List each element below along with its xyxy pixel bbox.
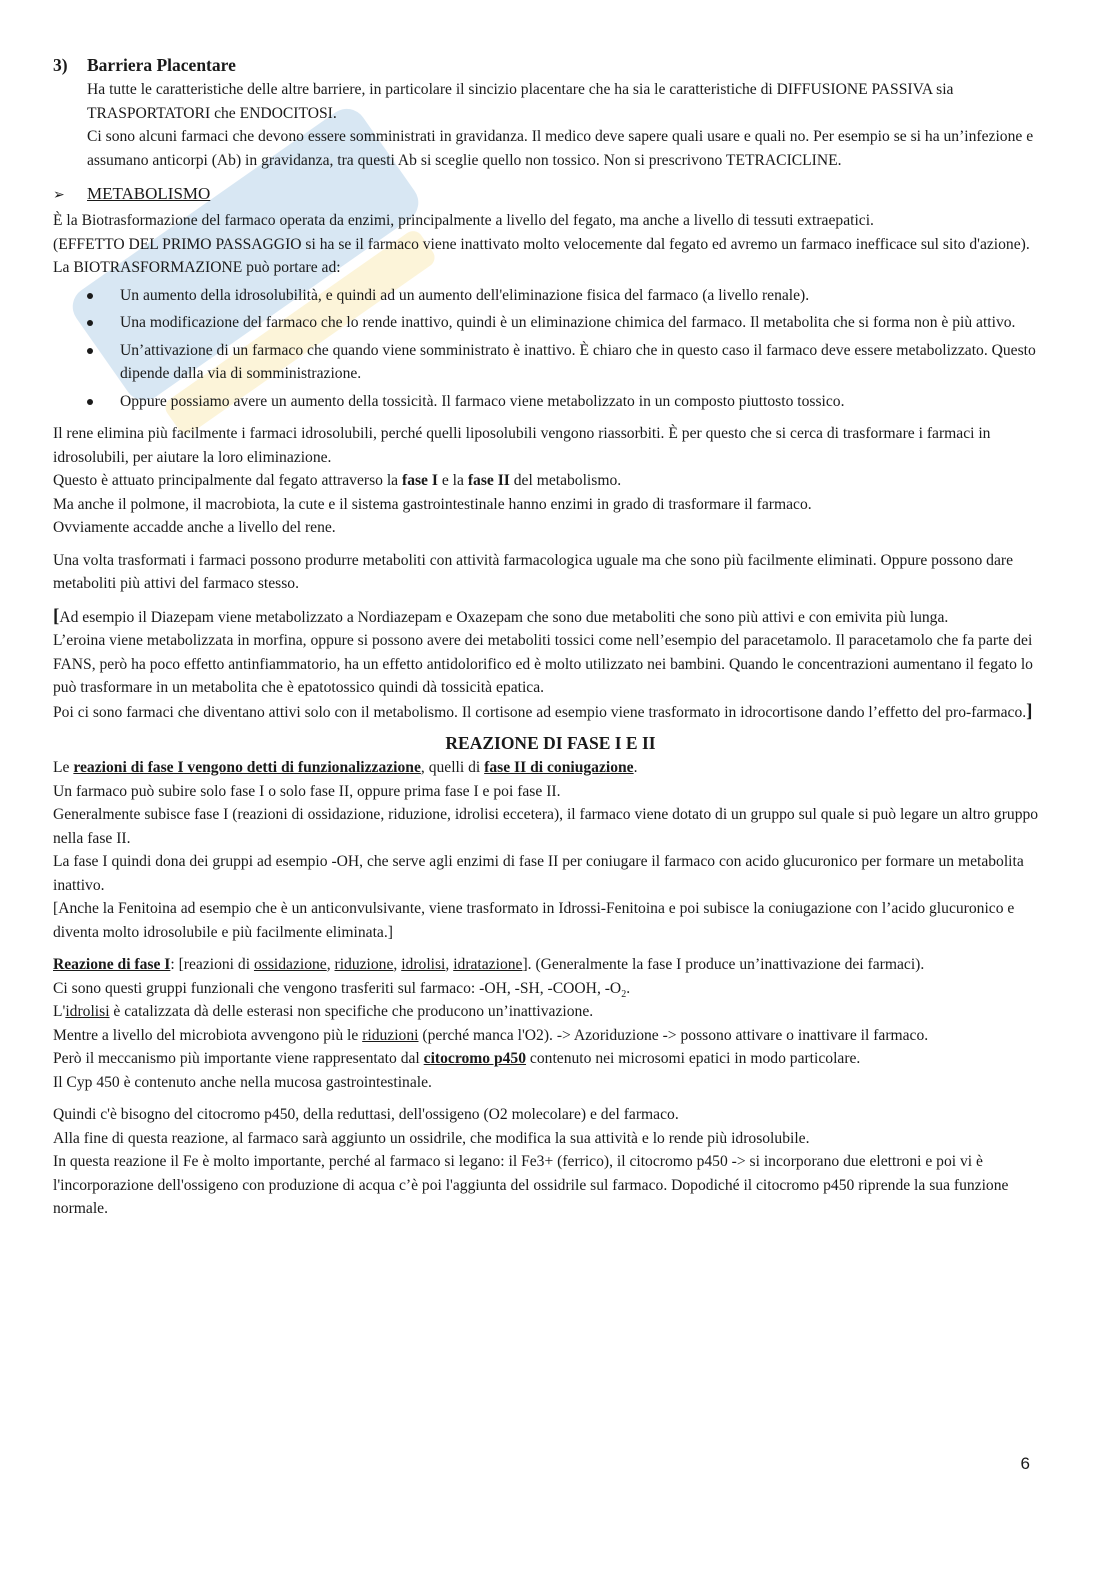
paragraph: Ci sono alcuni farmaci che devono essere somministrati in gravidanza. Il medico deve sapere quali usare e quali no. Per esempio se si ha un’infezione e assumano anticorpi (Ab) in gravidanza, tra questi Ab si sceglie quello non tossico. Non si prescrivono TETRACICLINE. [87, 128, 1034, 169]
section-title: Barriera Placentare [87, 55, 236, 75]
paragraph: Una volta trasformati i farmaci possono produrre metaboliti con attività farmacologica uguale ma che sono più facilmente eliminati. Oppure possono dare metaboliti più attivi del farmaco stesso. [53, 551, 1014, 592]
metabolismo-title: METABOLISMO [87, 184, 211, 203]
bullet-list [53, 284, 1048, 414]
paragraph: Un farmaco può subire solo fase I o solo fase II, oppure prima fase I e poi fase II. [53, 782, 561, 800]
arrow-bullet-icon: ➢ [53, 188, 65, 203]
paragraph: L'idrolisi è catalizzata dà delle esterasi non specifiche che producono un’inattivazione. [53, 1003, 594, 1020]
bullet-dot-icon [87, 293, 93, 299]
paragraph: In questa reazione il Fe è molto importante, perché al farmaco si legano: il Fe3+ (ferrico), il citocromo p450 -> si incorporano due elettroni e poi vi è l'incorporazione dell'ossigeno con produzione di acqua c’è poi l'aggiunta del ossidrile sul farmaco. Dopodiché il citocromo p450 riprende la sua funzione normale. [53, 1153, 1009, 1217]
list-item: Una modificazione del farmaco che lo rende inattivo, quindi è un eliminazione chimica del farmaco. Il metabolita che si forma non è più attivo. [53, 311, 1048, 335]
paragraph: Ma anche il polmone, il macrobiota, la cute e il sistema gastrointestinale hanno enzimi in grado di trasformare il farmaco. [53, 495, 812, 513]
paragraph: Però il meccanismo più importante viene rappresentato dal citocromo p450 contenuto nei microsomi epatici in modo particolare. [53, 1050, 861, 1067]
paragraph: Questo è attuato principalmente dal fegato attraverso la fase I e la fase II del metabolismo. [53, 472, 622, 489]
reazione-heading: REAZIONE DI FASE I E II [445, 733, 656, 753]
paragraph: Quindi c'è bisogno del citocromo p450, della reduttasi, dell'ossigeno (O2 molecolare) e del farmaco. [53, 1106, 679, 1123]
list-item: Un’attivazione di un farmaco che quando viene somministrato è inattivo. È chiaro che in questo caso il farmaco deve essere metabolizzato. Questo dipende dalla via di somministrazione. [53, 339, 1048, 386]
fase1-label: Reazione di fase I [53, 956, 171, 973]
page-number: 6 [1020, 1454, 1030, 1473]
paragraph: (EFFETTO DEL PRIMO PASSAGGIO si ha se il farmaco viene inattivato molto velocemente dal fegato ed avremo un farmaco inefficace sul sito d'azione). [53, 235, 1030, 253]
paragraph: Generalmente subisce fase I (reazioni di ossidazione, riduzione, idrolisi eccetera), il farmaco viene dotato di un gruppo sul quale si può legare un altro gruppo nella fase II. [53, 806, 1039, 847]
list-item: Un aumento della idrosolubilità, e quindi ad un aumento dell'eliminazione fisica del farmaco (a livello renale). [53, 284, 1048, 308]
paragraph: [Ad esempio il Diazepam viene metabolizzato a Nordiazepam e Oxazepam che sono due metaboliti che sono più attivi e con emivita più lunga. [53, 605, 949, 627]
list-item: Oppure possiamo avere un aumento della tossicità. Il farmaco viene metabolizzato in un composto piuttosto tossico. [53, 390, 1048, 414]
paragraph: Reazione di fase I: [reazioni di ossidazione, riduzione, idrolisi, idratazione]. (Generalmente la fase I produce un’inattivazione dei farmaci). [53, 956, 925, 973]
metabolismo-heading [53, 181, 1048, 209]
section-number: 3) [53, 55, 68, 75]
bullet-dot-icon [87, 399, 93, 405]
paragraph: È la Biotrasformazione del farmaco operata da enzimi, principalmente a livello del fegato, ma anche a livello di tessuti extraepatici. [53, 212, 874, 229]
paragraph: Ci sono questi gruppi funzionali che vengono trasferiti sul farmaco: -OH, -SH, -COOH, $-O_2$. [53, 979, 631, 1000]
paragraph: L’eroina viene metabolizzata in morfina, oppure si possono avere dei metaboliti tossici come nell’esempio del paracetamolo. Il paracetamolo che fa parte dei FANS, però ha poco effetto antinfiammatorio, ha un effetto antidolorifico ed è molto utilizzato nei bambini. Quando le concentrazioni aumentano il fegato lo può trasformare in un metabolita che è epatotossico quindi dà tossicità epatica. [53, 632, 1033, 696]
paragraph: La fase I quindi dona dei gruppi ad esempio -OH, che serve agli enzimi di fase II per coniugare il farmaco con acido glucuronico per formare un metabolita inattivo. [53, 853, 1024, 894]
paragraph: Ha tutte le caratteristiche delle altre barriere, in particolare il sincizio placentare che ha sia le caratteristiche di DIFFUSIONE PASSIVA sia TRASPORTATORI che ENDOCITOSI. [87, 81, 954, 122]
bullet-dot-icon [87, 320, 93, 326]
paragraph: La BIOTRASFORMAZIONE può portare ad: [53, 259, 341, 276]
paragraph: Alla fine di questa reazione, al farmaco sarà aggiunto un ossidrile, che modifica la sua attività e lo rende più idrosolubile. [53, 1129, 810, 1147]
paragraph: Le reazioni di fase I vengono detti di funzionalizzazione, quelli di fase II di coniugazione. [53, 759, 638, 776]
paragraph: Mentre a livello del microbiota avvengono più le riduzioni (perché manca l'O2). -> Azoriduzione -> possono attivare o inattivare il farmaco. [53, 1026, 929, 1044]
paragraph: Il rene elimina più facilmente i farmaci idrosolubili, perché quelli liposolubili vengono riassorbiti. È per questo che si cerca di trasformare i farmaci in idrosolubili, per aiutare la loro eliminazione. [53, 425, 991, 466]
paragraph: Il Cyp 450 è contenuto anche nella mucosa gastrointestinale. [53, 1073, 432, 1091]
bullet-dot-icon [87, 348, 93, 354]
page-content [53, 53, 1048, 1221]
section-heading [53, 53, 1048, 78]
paragraph: Poi ci sono farmaci che diventano attivi solo con il metabolismo. Il cortisone ad esempio viene trasformato in idrocortisone dando l’effetto del pro-farmaco.] [53, 700, 1033, 722]
paragraph: [Anche la Fenitoina ad esempio che è un anticonvulsivante, viene trasformato in Idrossi-Fenitoina e poi subisce la coniugazione con l’acido glucuronico e diventa molto idrosolubile e più facilmente eliminata.] [53, 900, 1015, 941]
paragraph: Ovviamente accadde anche a livello del rene. [53, 519, 336, 536]
